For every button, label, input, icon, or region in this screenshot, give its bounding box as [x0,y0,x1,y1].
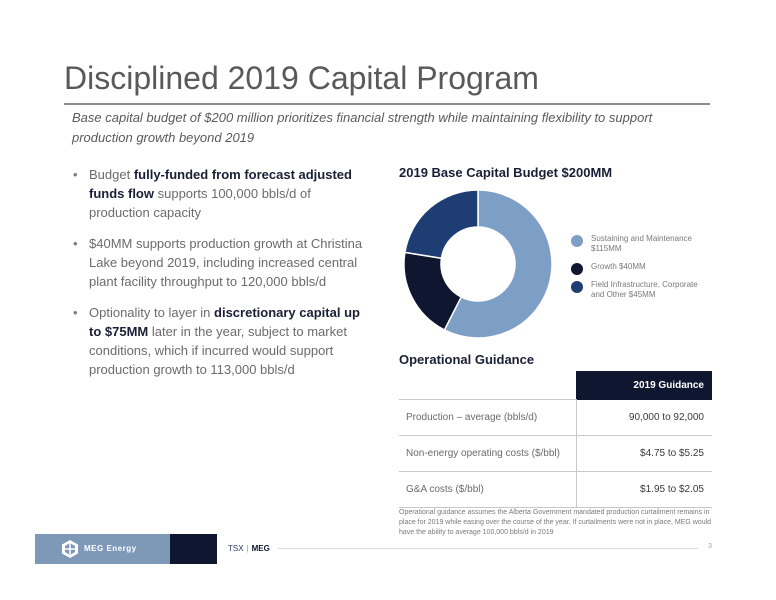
table-row-value: $4.75 to $5.25 [576,436,712,472]
guidance-table [399,371,712,508]
legend-swatch-icon [571,263,583,275]
table-row [399,400,712,436]
bullet-emphasis: discretionary capital up to $75MM [89,305,360,339]
page-number: 3 [708,543,712,550]
bullet-emphasis: fully-funded from forecast adjusted funds flow [89,167,352,201]
capital-budget-donut-chart [402,188,554,340]
bullet-text: supports 100,000 bbls/d of production capacity [89,186,311,220]
chart-title: 2019 Base Capital Budget $200MM [399,165,613,180]
table-row-label: Production – average (bbls/d) [399,400,576,436]
donut-slice [405,190,478,258]
bullet-dot-icon: • [73,167,78,182]
bullet-item [70,303,370,379]
table-header-blank [399,371,576,400]
footer-logo-accent [170,534,217,564]
stock-ticker [228,544,270,553]
legend-item [571,262,711,272]
bullet-item [70,165,370,222]
slide-title: Disciplined 2019 Capital Program [64,60,539,96]
table-row-value: 90,000 to 92,000 [576,400,712,436]
table-row-value: $1.95 to $2.05 [576,472,712,508]
legend-label: Sustaining and Maintenance $115MM [591,234,692,253]
guidance-footnote: Operational guidance assumes the Alberta Government mandated production curtailment remains in place for 2019 while easing over the course of the year. If curtailments were not in place, MEG would have the ability to average 100,000 bbls/d in 2019 [399,509,712,536]
legend-swatch-icon [571,235,583,247]
legend-label: Field Infrastructure, Corporate and Other $45MM [591,280,698,299]
bullet-text: $40MM supports production growth at Christina Lake beyond 2019, including increased central plant facility throughput to 120,000 bbls/d [89,236,363,289]
bullet-text: Optionality to layer in [89,305,215,320]
table-row [399,436,712,472]
bullet-dot-icon: • [73,236,78,251]
footer-logo-text: MEG Energy [84,544,137,553]
bullet-text: later in the year, subject to market conditions, which if incurred would support production growth to 113,000 bbls/d [89,324,347,377]
legend-label: Growth $40MM [591,262,646,271]
guidance-title: Operational Guidance [399,352,535,367]
meg-logo-icon [62,540,78,558]
bullet-list [70,165,370,391]
chart-legend [571,234,711,308]
bullet-item [70,234,370,291]
ticker-symbol: MEG [251,544,270,553]
table-header-row [399,371,712,400]
table-row-label: Non-energy operating costs ($/bbl) [399,436,576,472]
bullet-dot-icon: • [73,305,78,320]
bullet-text: Budget [89,167,134,182]
ticker-separator: | [246,544,249,553]
legend-item [571,280,711,300]
legend-swatch-icon [571,281,583,293]
slide-subtitle: Base capital budget of $200 million prioritizes financial strength while maintaining flexibility to support production growth beyond 2019 [72,110,653,145]
table-row [399,472,712,508]
ticker-exchange: TSX [228,544,244,553]
table-column-header: 2019 Guidance [576,371,712,400]
title-divider [64,103,710,105]
table-row-label: G&A costs ($/bbl) [399,472,576,508]
footer-divider [278,548,698,549]
legend-item [571,234,711,254]
